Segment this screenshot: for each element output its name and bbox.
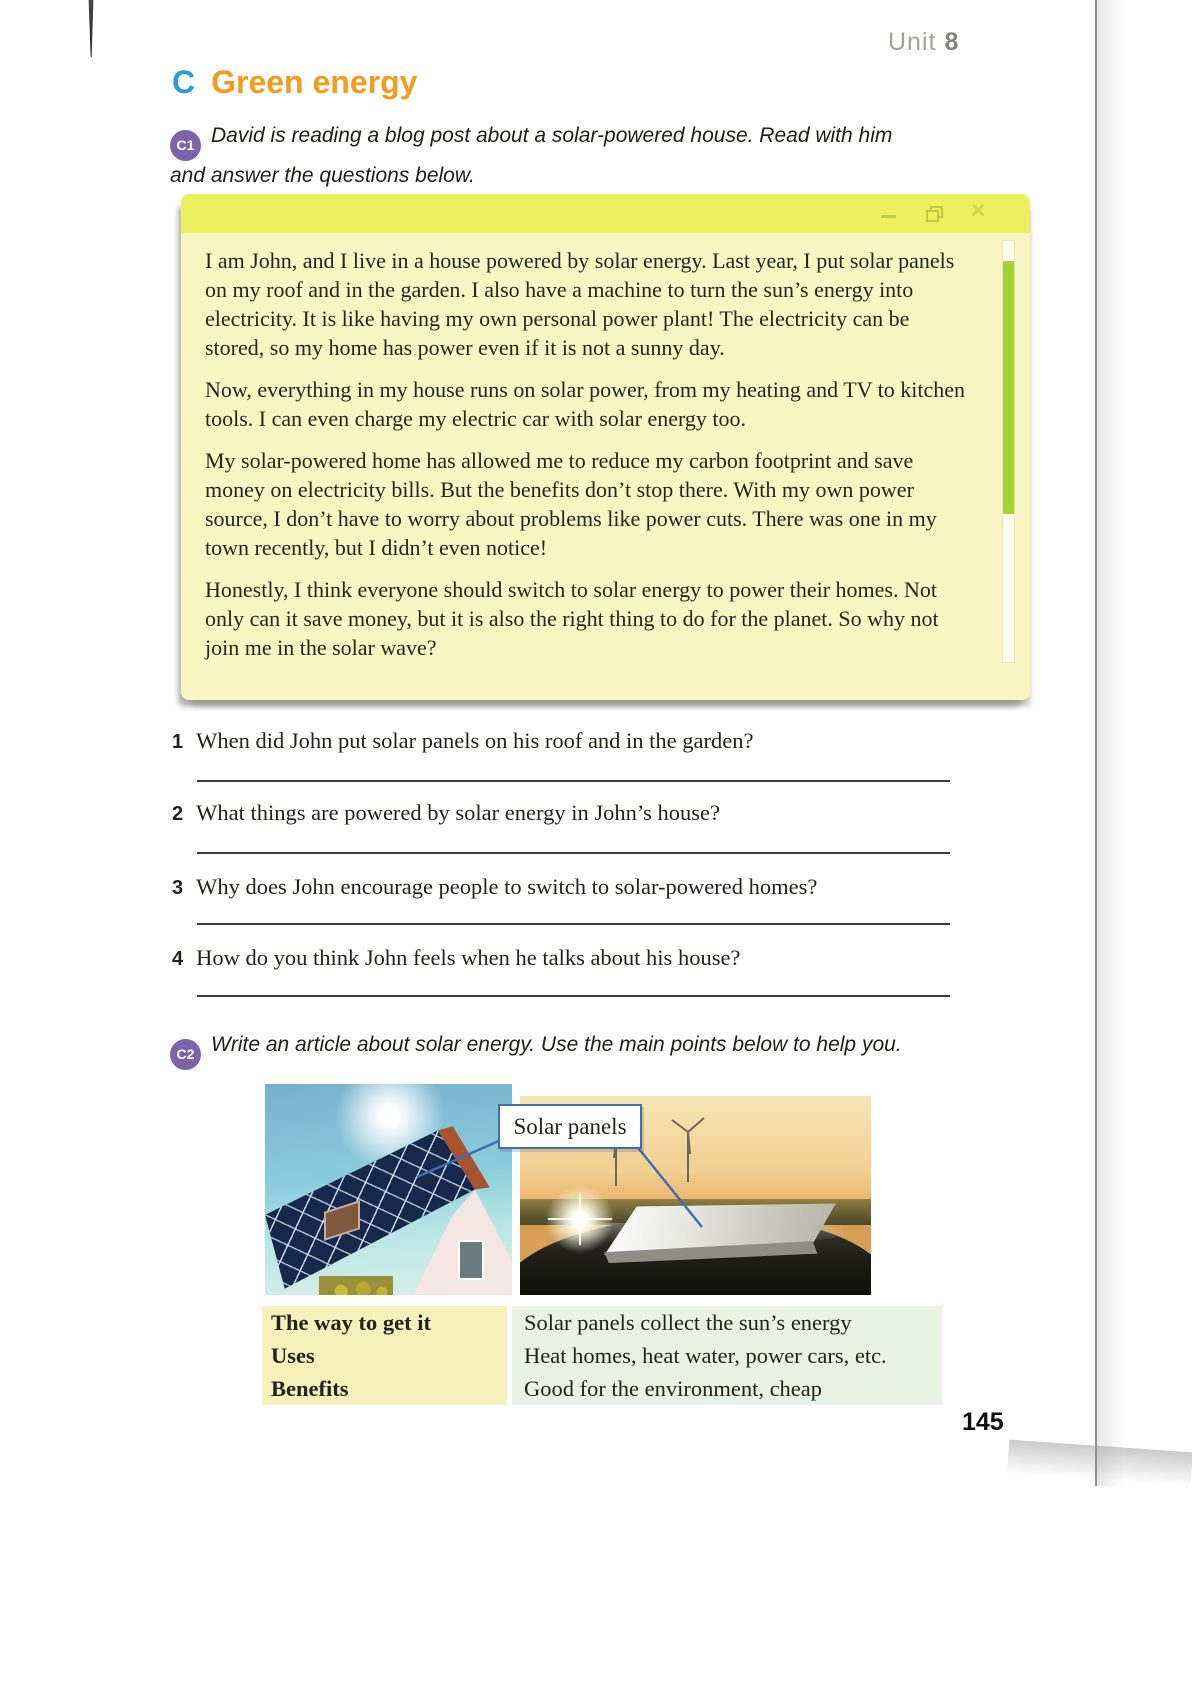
row-label: Benefits [262,1372,507,1405]
question-text: Why does John encourage people to switch to solar-powered homes? [196,874,818,899]
table-row [262,1339,942,1372]
sun-glare-icon [535,1174,625,1264]
answer-line-1 [197,780,950,782]
answer-line-2 [197,852,950,854]
main-points-table [262,1306,942,1405]
exercise-c2-instruction-text: Write an article about solar energy. Use the main points below to help you. [211,1033,902,1056]
question-4 [172,945,972,971]
close-icon[interactable]: ✕ [970,201,986,222]
question-number: 1 [172,731,184,753]
question-1 [172,728,972,754]
scrollbar-thumb[interactable] [1003,261,1014,514]
house-window [458,1240,484,1280]
restore-icon[interactable] [926,206,940,218]
note-titlebar [181,194,1030,233]
garden-shrub [319,1276,393,1295]
answer-line-4 [197,995,950,997]
question-number: 2 [172,803,184,825]
section-header [172,64,417,101]
question-number: 4 [172,948,184,970]
row-label: The way to get it [262,1306,507,1339]
blog-paragraph: Now, everything in my house runs on solar power, from my heating and TV to kitchen tools. I can even charge my electric car with solar energy too. [205,377,966,431]
row-value: Solar panels collect the sun’s energy [512,1306,942,1339]
solar-panels-caption: Solar panels [498,1104,642,1149]
blog-paragraph: My solar-powered home has allowed me to reduce my carbon footprint and save money on electricity bills. But the benefits don’t stop there. With my own power source, I don’t have to worry about problems like power cuts. There was one in my town recently, but I didn’t even notice! [205,448,937,560]
unit-label: Unit [888,28,937,56]
question-3 [172,874,972,900]
exercise-c2-instruction [170,1030,1050,1070]
page-curl-shadow [1007,1440,1192,1487]
blog-paragraph: I am John, and I live in a house powered by solar energy. Last year, I put solar panels on my roof and in the garden. I also have a machine to turn the sun’s energy into electricity. It is like having my own personal power plant! The electricity can be stored, so my home has power even if it is not a sunny day. [205,248,955,360]
exercise-c2-badge: C2 [170,1039,201,1070]
scan-pen-mark [87,0,95,57]
exercise-c1-instruction-text: David is reading a blog post about a solar-powered house. Read with him and answer the questions below. [170,124,893,188]
question-2 [172,800,972,826]
page-edge-shade [1097,0,1123,1486]
section-title: Green energy [211,64,418,100]
page-number: 145 [962,1408,1004,1436]
exercise-c1-badge: C1 [170,130,201,161]
question-text: When did John put solar panels on his roof and in the garden? [196,728,754,753]
row-value: Heat homes, heat water, power cars, etc. [512,1339,942,1372]
note-scrollbar[interactable] [1002,240,1015,663]
question-number: 3 [172,877,184,899]
blog-post-text [181,233,1030,662]
section-letter: C [172,64,196,100]
solar-photos [265,1082,871,1298]
answer-line-3 [197,923,950,925]
blog-paragraph: Honestly, I think everyone should switch to solar energy to power their homes. Not only can it save money, but it is also the right thing to do for the planet. So why not join me in the solar wave? [205,577,939,660]
unit-number: 8 [944,28,960,56]
exercise-c1-instruction [170,121,922,191]
table-row [262,1372,942,1405]
question-text: How do you think John feels when he talks about his house? [196,945,741,970]
minimize-icon[interactable] [881,215,896,218]
question-text: What things are powered by solar energy in John’s house? [196,800,720,825]
row-value: Good for the environment, cheap [512,1372,942,1405]
blog-post-note [181,194,1030,700]
unit-header [888,28,959,57]
table-row [262,1306,942,1339]
row-label: Uses [262,1339,507,1372]
window-controls [881,201,986,222]
house-photo [265,1084,512,1295]
